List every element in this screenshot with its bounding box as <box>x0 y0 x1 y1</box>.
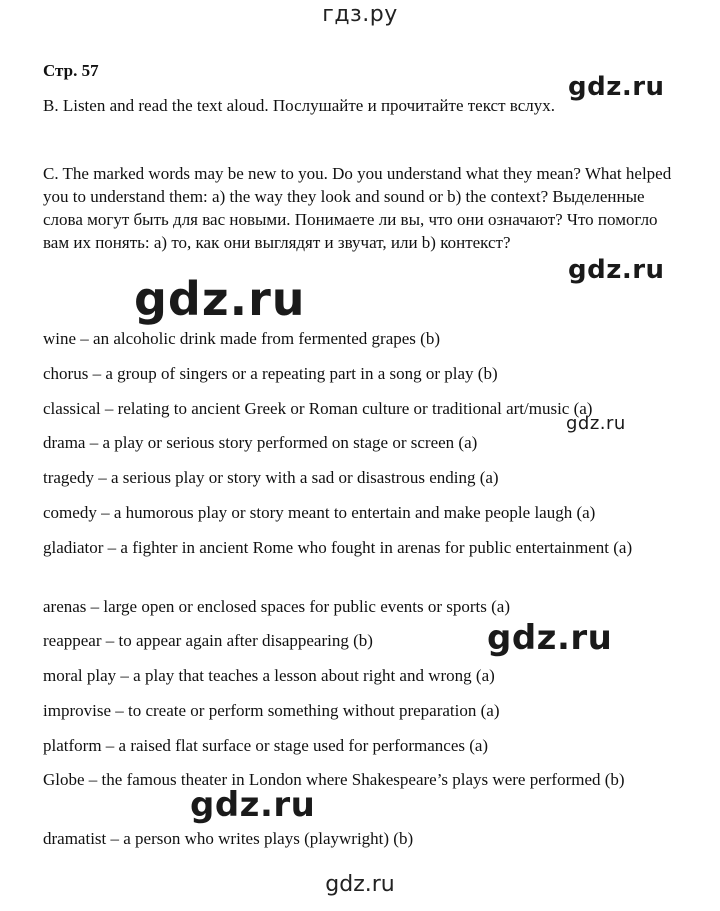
definition-globe: Globe – the famous theater in London where Shakespeare’s plays were performed (b) <box>43 770 625 789</box>
definition-platform: platform – a raised flat surface or stage used for performances (a) <box>43 736 489 755</box>
definition-gladiator: gladiator – a fighter in ancient Rome who fought in arenas for public entertainment (a) <box>43 538 633 557</box>
site-footer: gdz.ru <box>325 872 395 897</box>
definition-classical: classical – relating to ancient Greek or Roman culture or traditional art/music (a) <box>43 399 593 418</box>
definition-improvise: improvise – to create or perform something without preparation (a) <box>43 701 500 720</box>
definition-comedy: comedy – a humorous play or story meant to entertain and make people laugh (a) <box>43 503 596 522</box>
watermark: gdz.ru <box>487 618 613 658</box>
page-number: Стр. 57 <box>43 61 99 80</box>
definition-reappear: reappear – to appear again after disappearing (b) <box>43 631 373 650</box>
definition-arenas: arenas – large open or enclosed spaces for public events or sports (a) <box>43 597 511 616</box>
definition-tragedy: tragedy – a serious play or story with a sad or disastrous ending (a) <box>43 468 499 487</box>
task-c-instruction: C. The marked words may be new to you. Do you understand what they mean? What helped you to understand them: a) the way they look and sound or b) the context? Выделенные слова могут быть для вас новыми. Понимаете ли вы, что они означают? Что помогло вам их понять: a) то, как они выглядят и звучат, или b) контекст? <box>43 164 672 252</box>
definition-chorus: chorus – a group of singers or a repeating part in a song or play (b) <box>43 364 498 383</box>
definition-moral-play: moral play – a play that teaches a lesson about right and wrong (a) <box>43 666 495 685</box>
watermark: gdz.ru <box>190 785 316 825</box>
watermark: gdz.ru <box>568 255 665 285</box>
watermark: gdz.ru <box>134 272 306 326</box>
site-header: гдз.ру <box>322 2 398 27</box>
definition-dramatist: dramatist – a person who writes plays (playwright) (b) <box>43 829 414 848</box>
definition-drama: drama – a play or serious story performed on stage or screen (a) <box>43 433 478 452</box>
watermark: gdz.ru <box>568 72 665 102</box>
task-b-instruction: B. Listen and read the text aloud. Послушайте и прочитайте текст вслух. <box>43 96 555 115</box>
watermark: gdz.ru <box>566 413 626 434</box>
definition-wine: wine – an alcoholic drink made from fermented grapes (b) <box>43 329 440 348</box>
